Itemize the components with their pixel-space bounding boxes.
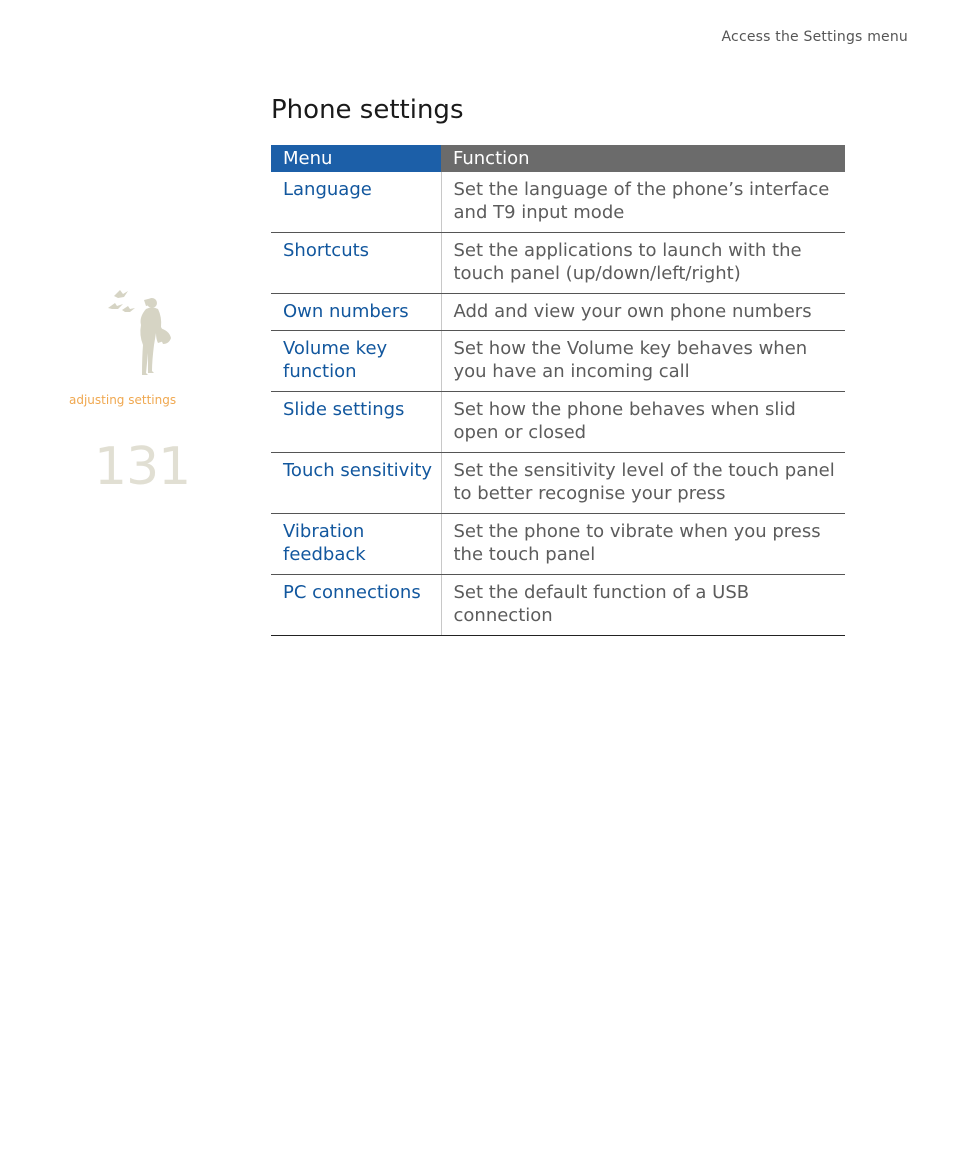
table-row — [271, 575, 845, 636]
table-header-row — [271, 145, 845, 172]
settings-table — [271, 145, 845, 636]
column-header-menu: Menu — [271, 145, 441, 172]
menu-cell: Vibration feedback — [271, 514, 441, 575]
menu-cell: Touch sensitivity — [271, 453, 441, 514]
function-cell: Set the default function of a USB connection — [441, 575, 845, 636]
table-row — [271, 233, 845, 294]
page-number: 131 — [94, 437, 191, 497]
menu-cell: Volume key function — [271, 331, 441, 392]
function-cell: Set how the phone behaves when slid open or closed — [441, 392, 845, 453]
menu-cell: PC connections — [271, 575, 441, 636]
menu-cell: Own numbers — [271, 294, 441, 331]
function-cell: Set the phone to vibrate when you press the touch panel — [441, 514, 845, 575]
column-header-function: Function — [441, 145, 845, 172]
menu-cell: Shortcuts — [271, 233, 441, 294]
menu-cell: Language — [271, 172, 441, 233]
function-cell: Add and view your own phone numbers — [441, 294, 845, 331]
function-cell: Set how the Volume key behaves when you have an incoming call — [441, 331, 845, 392]
function-cell: Set the applications to launch with the touch panel (up/down/left/right) — [441, 233, 845, 294]
table-row — [271, 331, 845, 392]
table-row — [271, 392, 845, 453]
menu-cell: Slide settings — [271, 392, 441, 453]
photographer-with-birds-icon — [104, 286, 184, 388]
table-row — [271, 453, 845, 514]
section-label: adjusting settings — [69, 393, 177, 407]
table-row — [271, 172, 845, 233]
function-cell: Set the language of the phone’s interface and T9 input mode — [441, 172, 845, 233]
table-row — [271, 514, 845, 575]
running-header: Access the Settings menu — [721, 29, 908, 45]
table-row — [271, 294, 845, 331]
function-cell: Set the sensitivity level of the touch panel to better recognise your press — [441, 453, 845, 514]
page-title: Phone settings — [271, 95, 464, 125]
